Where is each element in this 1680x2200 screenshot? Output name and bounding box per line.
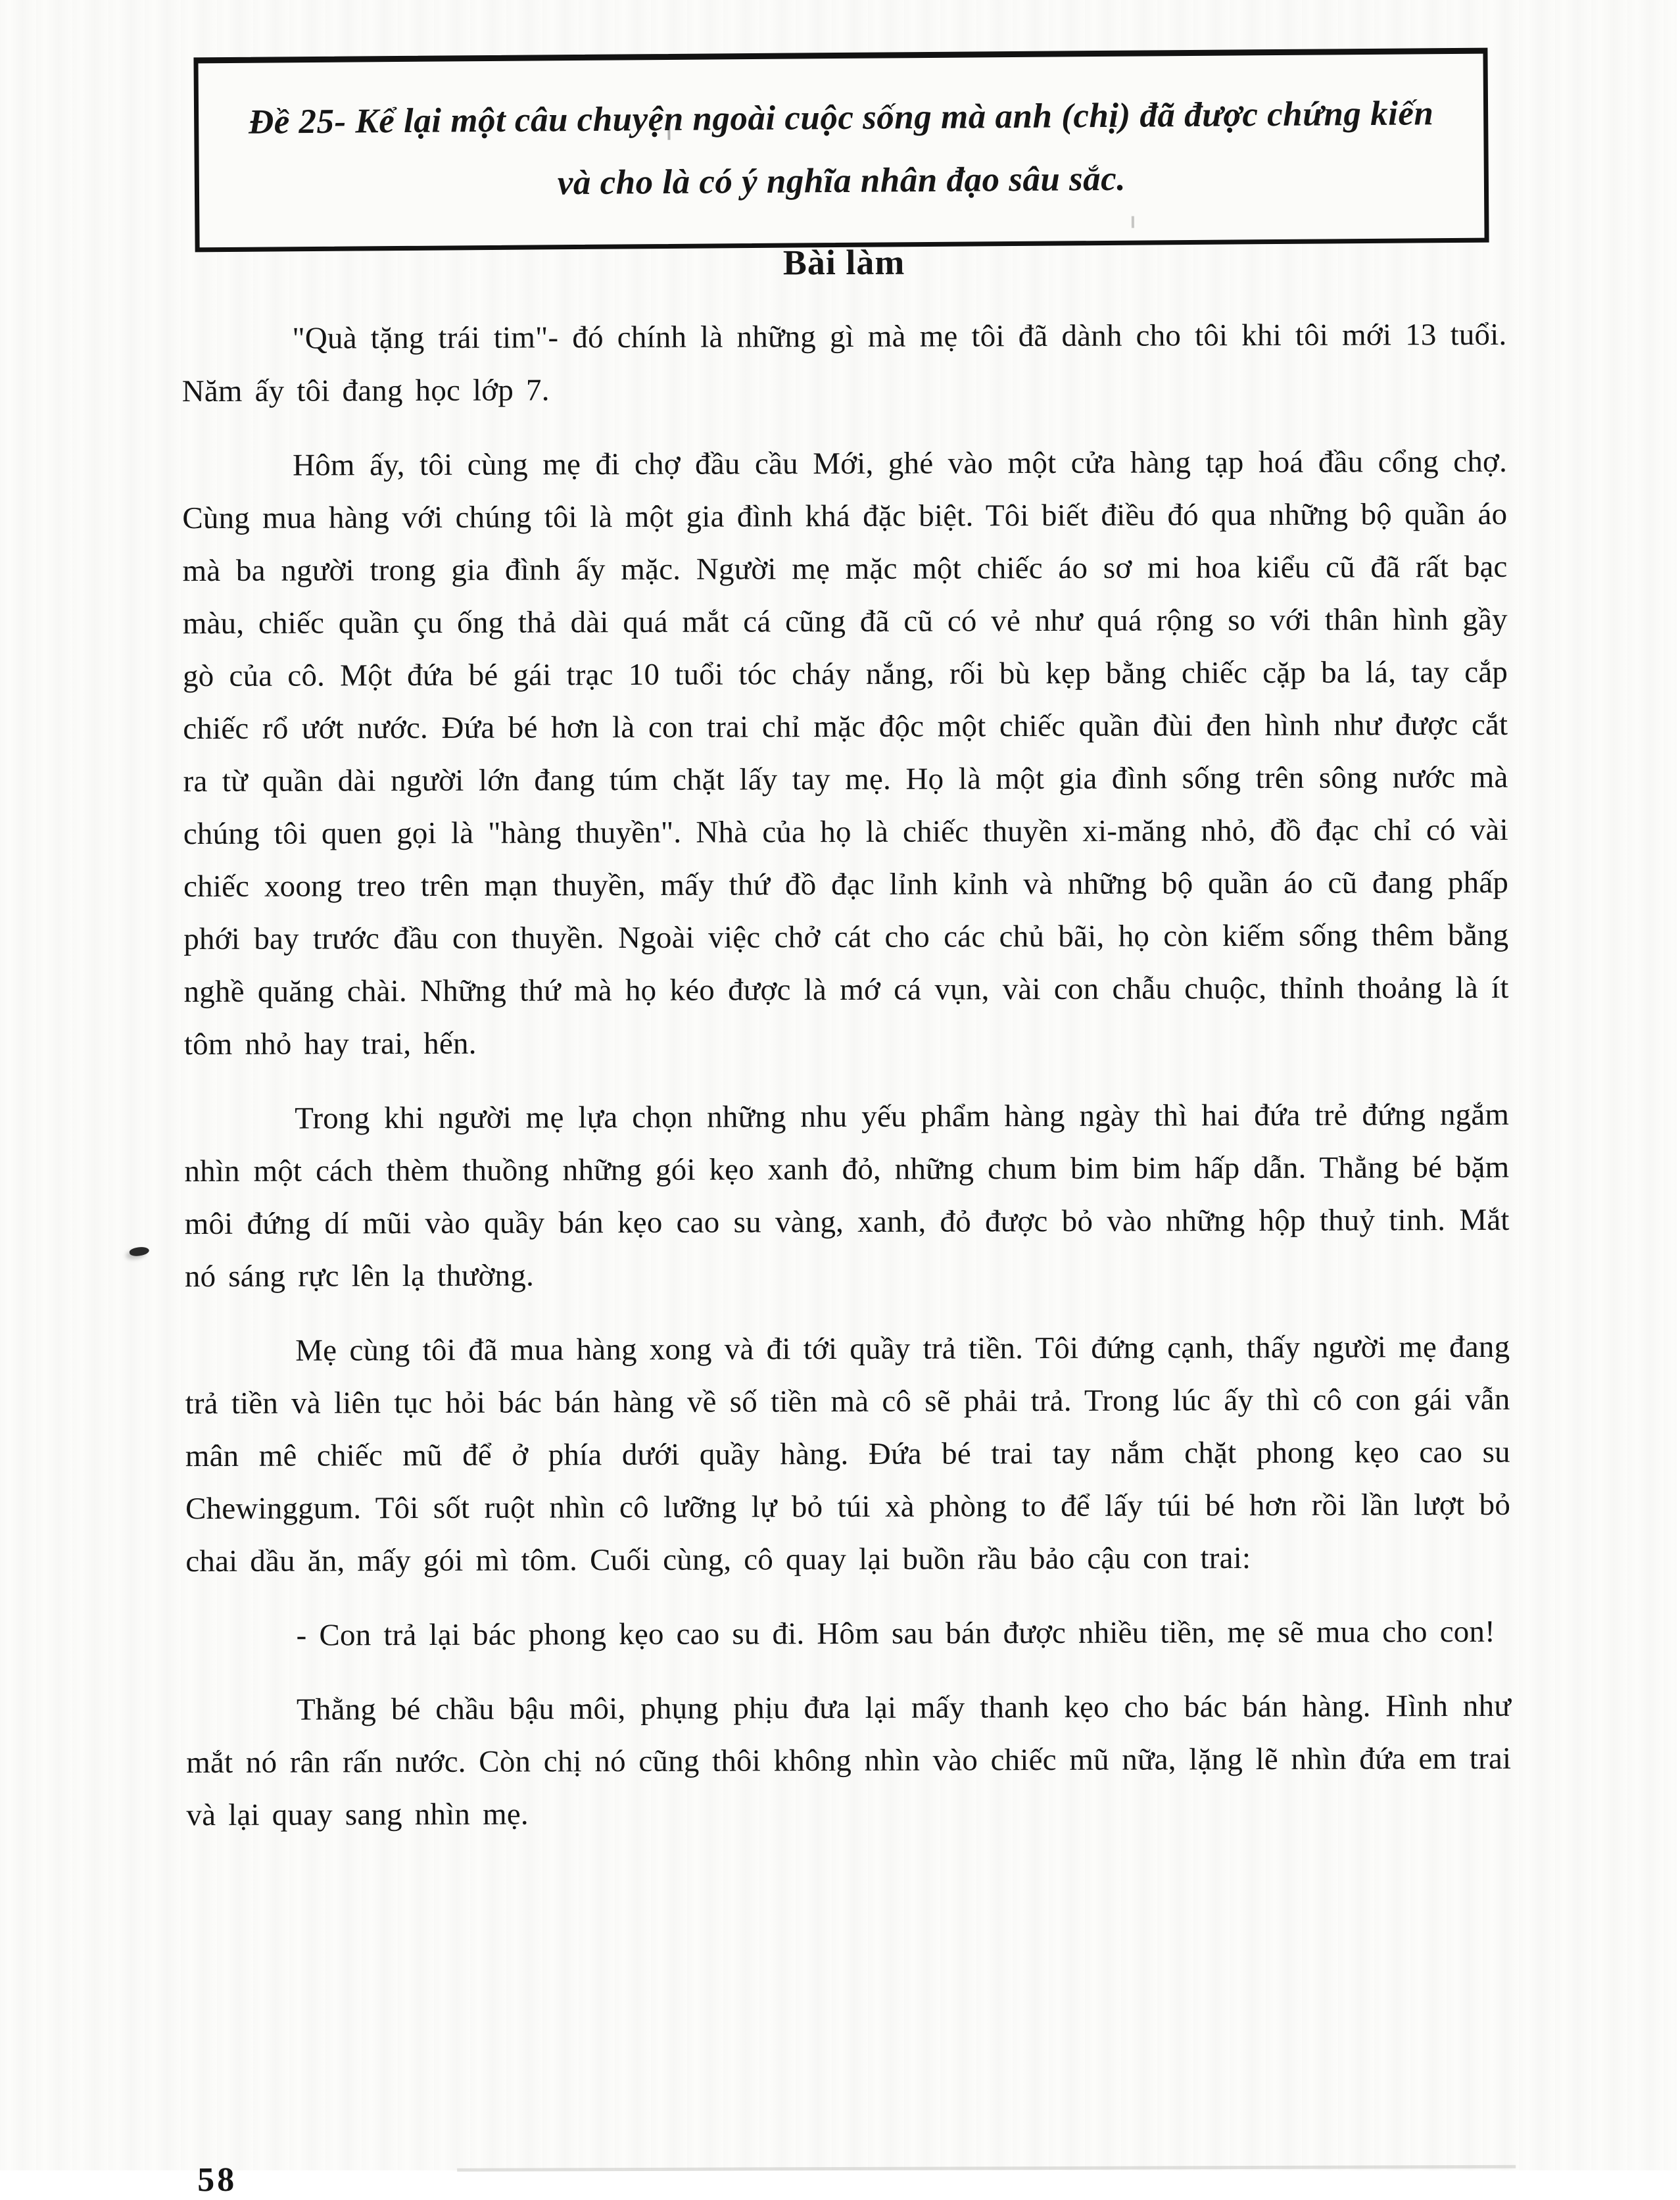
ink-speck-artifact — [129, 1246, 150, 1257]
essay-paragraph: Hôm ấy, tôi cùng mẹ đi chợ đầu cầu Mới, ghé vào một cửa hàng tạp hoá đầu cổng chợ. Cùng mua hàng với chúng tôi là một gia đình khá đặc biệt. Tôi biết điều đó qua những bộ quần áo mà ba người trong gia đình ấy mặc. Người mẹ mặc một chiếc áo sơ mi hoa kiểu cũ đã rất bạc màu, chiếc quần çu ống thả dài quá mắt cá cũng đã cũ có vẻ như quá rộng so với thân hình gầy gò của cô. Một đứa bé gái trạc 10 tuổi tóc cháy nắng, rối bù kẹp bằng chiếc cặp ba lá, tay cắp chiếc rổ ướt nước. Đứa bé hơn là con trai chỉ mặc độc một chiếc quần đùi đen hình như được cắt ra từ quần dài người lớn đang túm chặt lấy tay mẹ. Họ là một gia đình sống trên sông nước mà chúng tôi quen gọi là "hàng thuyền". Nhà của họ là chiếc thuyền xi-măng nhỏ, đồ đạc chỉ có vài chiếc xoong treo trên mạn thuyền, mấy thứ đồ đạc lỉnh kỉnh và những bộ quần áo cũ đang phấp phới bay trước đầu con thuyền. Ngoài việc chở cát cho các chủ bãi, họ còn kiếm sống thêm bằng nghề quăng chài. Những thứ mà họ kéo được là mớ cá vụn, vài con chẫu chuộc, thỉnh thoảng là ít tôm nhỏ hay trai, hến. — [182, 444, 1509, 1062]
essay-paragraph: Mẹ cùng tôi đã mua hàng xong và đi tới quầy trả tiền. Tôi đứng cạnh, thấy người mẹ đang trả tiền và liên tục hỏi bác bán hàng về số tiền mà cô sẽ phải trả. Trong lúc ấy thì cô con gái vẫn mân mê chiếc mũ để ở phía dưới quầy hàng. Đứa bé trai tay nắm chặt phong kẹo cao su Chewinggum. Tôi sốt ruột nhìn cô lưỡng lự bỏ túi xà phòng to để lấy túi bé hơn rồi lần lượt bỏ chai dầu ăn, mấy gói mì tôm. Cuối cùng, cô quay lại buồn rầu bảo cậu con trai: — [185, 1329, 1511, 1579]
essay-paragraph: Thằng bé chầu bậu môi, phụng phịu đưa lại mấy thanh kẹo cho bác bán hàng. Hình như mắt nó rân rấn nước. Còn chị nó cũng thôi không nhìn vào chiếc mũ nữa, lặng lẽ nhìn đứa em trai và lại quay sang nhìn mẹ. — [186, 1688, 1512, 1833]
essay-prompt-text: Đề 25- Kể lại một câu chuyện ngoài cuộc sống mà anh (chị) đã được chứng kiến và cho là có ý nghĩa nhân đạo sâu sắc. — [248, 94, 1434, 203]
essay-paragraph: Trong khi người mẹ lựa chọn những nhu yếu phẩm hàng ngày thì hai đứa trẻ đứng ngắm nhìn một cách thèm thuồng những gói kẹo xanh đỏ, những chum bim bim hấp dẫn. Thằng bé bặm môi đứng dí mũi vào quầy bán kẹo cao su vàng, xanh, đỏ được bỏ vào những hộp thuỷ tinh. Mắt nó sáng rực lên lạ thường. — [184, 1097, 1510, 1294]
bottom-edge-rule — [457, 2165, 1516, 2172]
scan-noise-mark — [667, 123, 670, 140]
essay-heading: Bài làm — [782, 242, 905, 283]
essay-paragraph: "Quà tặng trái tim"- đó chính là những gì mà mẹ tôi đã dành cho tôi khi tôi mới 13 tuổi. Năm ấy tôi đang học lớp 7. — [181, 317, 1507, 409]
essay-body — [181, 308, 1511, 1863]
scan-noise-mark — [1132, 216, 1134, 228]
essay-prompt-box — [193, 48, 1489, 253]
essay-paragraph: - Con trả lại bác phong kẹo cao su đi. Hôm sau bán được nhiều tiền, mẹ sẽ mua cho con! — [296, 1614, 1496, 1653]
page-number: 58 — [197, 2161, 237, 2199]
